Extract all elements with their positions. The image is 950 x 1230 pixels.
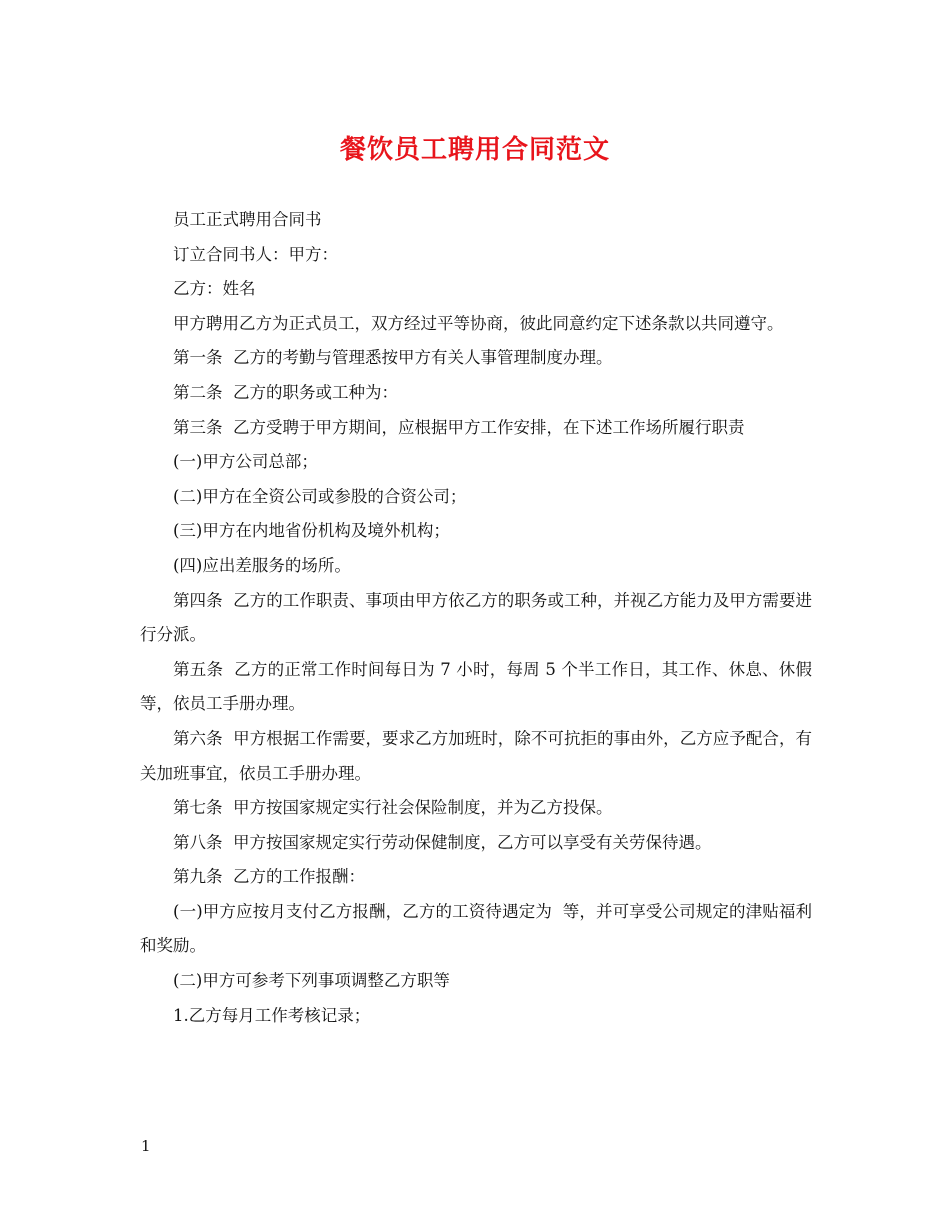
document-body — [140, 203, 812, 1033]
paragraph: (三)甲方在内地省份机构及境外机构； — [173, 521, 450, 541]
paragraph: 1.乙方每月工作考核记录； — [173, 1005, 371, 1025]
paragraph: (二)甲方在全资公司或参股的合资公司； — [173, 486, 467, 506]
paragraph: 第二条 乙方的职务或工种为： — [173, 382, 398, 402]
paragraph: (二)甲方可参考下列事项调整乙方职等 — [173, 971, 450, 991]
paragraph: 第一条 乙方的考勤与管理悉按甲方有关人事管理制度办理。 — [173, 348, 613, 368]
paragraph: (一)甲方应按月支付乙方报酬，乙方的工资待遇定为 等，并可享受公司规定的津贴福利和奖励。 — [140, 901, 812, 956]
paragraph: 订立合同书人：甲方： — [173, 244, 338, 264]
paragraph: 第七条 甲方按国家规定实行社会保险制度，并为乙方投保。 — [173, 798, 613, 818]
paragraph: 员工正式聘用合同书 — [173, 210, 322, 229]
paragraph: 第八条 甲方按国家规定实行劳动保健制度，乙方可以享受有关劳保待遇。 — [173, 832, 712, 852]
paragraph: (四)应出差服务的场所。 — [173, 555, 351, 575]
paragraph: 第四条 乙方的工作职责、事项由甲方依乙方的职务或工种，并视乙方能力及甲方需要进行分派。 — [140, 590, 812, 645]
paragraph: 乙方：姓名 — [173, 279, 256, 299]
paragraph: (一)甲方公司总部； — [173, 452, 318, 472]
page-number: 1 — [141, 1137, 151, 1155]
paragraph: 第三条 乙方受聘于甲方期间，应根据甲方工作安排，在下述工作场所履行职责 — [173, 417, 745, 437]
paragraph: 第九条 乙方的工作报酬： — [173, 867, 365, 887]
paragraph: 第六条 甲方根据工作需要，要求乙方加班时，除不可抗拒的事由外，乙方应予配合，有关加班事宜，依员工手册办理。 — [140, 728, 812, 783]
paragraph: 甲方聘用乙方为正式员工，双方经过平等协商，彼此同意约定下述条款以共同遵守。 — [173, 313, 784, 333]
document-title: 餐饮员工聘用合同范文 — [339, 135, 610, 165]
paragraph: 第五条 乙方的正常工作时间每日为 7 小时，每周 5 个半工作日，其工作、休息、休假等，依员工手册办理。 — [140, 659, 812, 714]
